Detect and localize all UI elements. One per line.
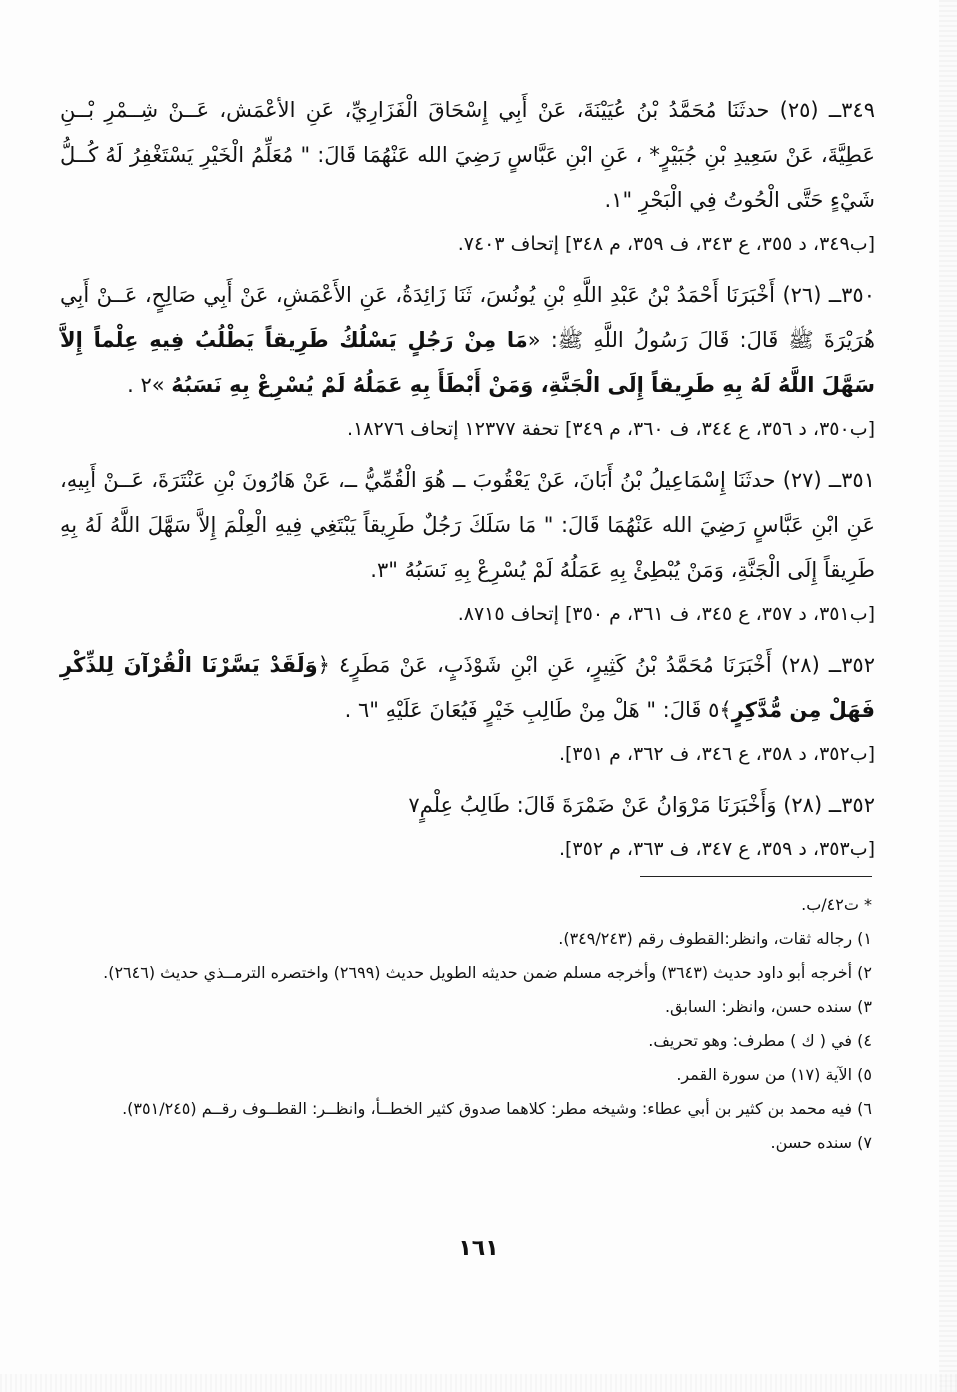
- hadith-351-reference: [ب٣٥١، د ٣٥٧، ع ٣٤٥، ف ٣٦١، م ٣٥٠] إتحاف ٨٧١٥.: [457, 603, 875, 625]
- hadith-352-isnad: ٣٥٢ــ (٢٨) أَخْبَرَنَا مُحَمَّدُ بْنُ كَثِيرٍ، عَنِ ابْنِ شَوْذَبٍ، عَنْ مَطَرٍ٤ ﴿: [317, 653, 875, 677]
- scan-edge-bottom: [0, 1374, 957, 1392]
- hadith-351: ٣٥١ــ (٢٧) حدثَنَا إِسْمَاعِيلُ بْنُ أَبَانَ، عَنْ يَعْقُوبَ ــ هُوَ الْقُمِّيُّ ــ، عَنْ هَارُونَ بْنِ عَنْتَرَةَ، عَــنْ أَبِيهِ، عَنِ ابْنِ عَبَّاسٍ رَضِيَ الله عَنْهُمَا قَالَ: " مَا سَلَكَ رَجُلٌ طَرِيقاً يَبْتَغِي فِيهِ الْعِلْمَ إِلاَّ سَهَّلَ اللَّهُ لَهُ بِهِ طَرِيقاً إِلَى الْجَنَّةِ، وَمَنْ يُبْطِئْ بِهِ عَمَلُهُ لَمْ يُسْرِعْ بِهِ نَسَبُهُ "٣.: [60, 468, 875, 582]
- footnote-7: ٧) سنده حسن.: [770, 1133, 872, 1152]
- hadith-352-end: ﴾٥ قَالَ: " هَلْ مِنْ طَالِبِ خَيْرٍ فَيُعَانَ عَلَيْهِ "٦ .: [344, 698, 732, 722]
- footnote-2: ٢) أخرجه أبو داود حديث (٣٦٤٣) وأخرجه مسلم ضمن حديثه الطويل حديث (٢٦٩٩) واختصره الترمــذي حديث (٢٦٤٦).: [103, 963, 872, 982]
- hadith-352-reference: [ب٣٥٢، د ٣٥٨، ع ٣٤٦، ف ٣٦٢، م ٣٥١].: [558, 743, 875, 765]
- hadith-349-reference: [ب٣٤٩، د ٣٥٥، ع ٣٤٣، ف ٣٥٩، م ٣٤٨] إتحاف ٧٤٠٣.: [457, 233, 875, 255]
- footnote-divider: [640, 876, 872, 877]
- footnote-1: ١) رجاله ثقات، وانظر:القطوف رقم (٣٤٩/٢٤٣).: [558, 929, 872, 948]
- footnote-star: * ت٤٢/ب.: [801, 895, 872, 914]
- hadith-350-isnad: ٣٥٠ــ (٢٦) أَخْبَرَنَا أَحْمَدُ بْنُ عَبْدِ اللَّهِ بْنِ يُونُسَ، ثَنَا زَائِدَةُ، عَنِ الأَعْمَشِ، عَنْ أَبِي صَالِحٍ، عَــنْ أَبِي هُرَيْرَةَ ﷺ قَالَ: قَالَ رَسُولُ اللَّهِ ﷺ: «: [60, 283, 875, 352]
- footnote-4: ٤) في ( ك ) مطرف: وهو تحريف.: [648, 1031, 872, 1050]
- footnote-6: ٦) فيه محمد بن كثير بن أبي عطاء: وشيخه مطر: كلاهما صدوق كثير الخطــأ، وانظــر: القطــوف رقــم (٣٥١/٢٤٥).: [122, 1099, 872, 1118]
- main-text: [60, 88, 875, 878]
- quran-verse: وَلَقَدْ يَسَّرْنَا الْقُرْآنَ لِلذِّكْرِ فَهَلْ مِن مُّدَّكِرٍ: [60, 653, 875, 722]
- hadith-350: [60, 273, 875, 408]
- page-number: ١٦١: [458, 1236, 499, 1261]
- footnotes: [60, 888, 872, 1160]
- hadith-350-matn: مَا مِنْ رَجُلٍ يَسْلُكُ طَرِيقاً يَطْلُبُ فِيهِ عِلْماً إِلاَّ سَهَّلَ اللَّهُ لَهُ بِهِ طَرِيقاً إِلَى الْجَنَّةِ، وَمَنْ أَبْطَأَ بِهِ عَمَلُهُ لَمْ يُسْرِعْ بِهِ نَسَبُهُ: [60, 328, 875, 397]
- footnote-3: ٣) سنده حسن، وانظر: السابق.: [664, 997, 872, 1016]
- hadith-349: ٣٤٩ــ (٢٥) حدثَنَا مُحَمَّدُ بْنُ عُيَيْنَةَ، عَنْ أَبِي إِسْحَاقَ الْفَزَارِيِّ، عَنِ الأعْمَش، عَــنْ شِــمْرِ بْــنِ عَطِيَّةَ، عَنْ سَعِيدِ بْنِ جُبَيْرٍ* ، عَنِ ابْنِ عَبَّاسٍ رَضِيَ الله عَنْهُمَا قَالَ: " مُعَلِّمُ الْخَيْرِ يَسْتَغْفِرُ لَهُ كُــلُّ شَيْءٍ حَتَّى الْحُوتُ فِي الْبَحْرِ "١.: [60, 98, 875, 212]
- hadith-352b: ٣٥٢ــ (٢٨) وَأَخْبَرَنَا مَرْوَانُ عَنْ ضَمْرَةَ قَالَ: طَالِبُ عِلْمٍ٧: [408, 793, 875, 817]
- footnote-5: ٥) الآية (١٧) من سورة القمر.: [676, 1065, 872, 1084]
- hadith-352b-reference: [ب٣٥٣، د ٣٥٩، ع ٣٤٧، ف ٣٦٣، م ٣٥٢].: [558, 838, 875, 860]
- hadith-350-reference: [ب٣٥٠، د ٣٥٦، ع ٣٤٤، ف ٣٦٠، م ٣٤٩] تحفة ١٢٣٧٧ إتحاف ١٨٢٧٦.: [347, 418, 875, 440]
- scan-edge-right: [939, 0, 957, 1392]
- hadith-352: [60, 643, 875, 733]
- hadith-350-end: »٢ .: [127, 373, 172, 397]
